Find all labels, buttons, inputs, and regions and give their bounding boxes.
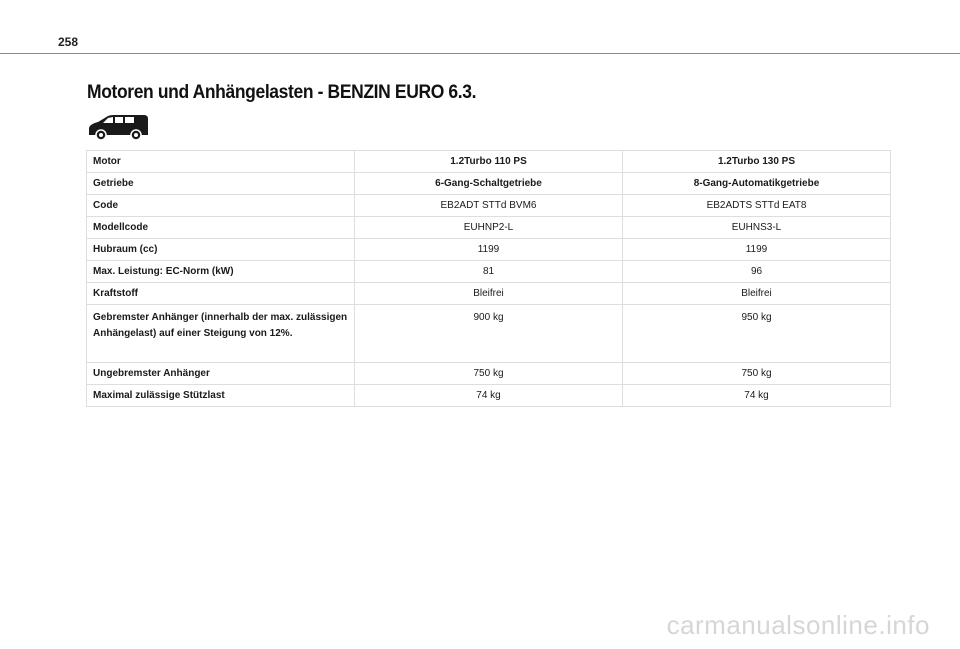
table-row bbox=[87, 283, 891, 305]
row-label: Kraftstoff bbox=[87, 283, 355, 305]
cell-value: EB2ADTS STTd EAT8 bbox=[623, 195, 891, 217]
row-label: Max. Leistung: EC-Norm (kW) bbox=[87, 261, 355, 283]
table-row bbox=[87, 217, 891, 239]
table-row bbox=[87, 239, 891, 261]
row-label: Getriebe bbox=[87, 173, 355, 195]
cell-value: 950 kg bbox=[623, 305, 891, 363]
cell-value: 1.2Turbo 130 PS bbox=[623, 151, 891, 173]
row-label: Maximal zulässige Stützlast bbox=[87, 385, 355, 407]
cell-value: Bleifrei bbox=[355, 283, 623, 305]
page-number: 258 bbox=[58, 35, 79, 49]
table-row bbox=[87, 151, 891, 173]
cell-value: 74 kg bbox=[355, 385, 623, 407]
table-row bbox=[87, 385, 891, 407]
row-label: Code bbox=[87, 195, 355, 217]
table-row bbox=[87, 363, 891, 385]
cell-value: EB2ADT STTd BVM6 bbox=[355, 195, 623, 217]
row-label: Motor bbox=[87, 151, 355, 173]
row-label: Modellcode bbox=[87, 217, 355, 239]
van-icon bbox=[86, 113, 150, 141]
cell-value: 900 kg bbox=[355, 305, 623, 363]
cell-value: Bleifrei bbox=[623, 283, 891, 305]
cell-value: 1199 bbox=[355, 239, 623, 261]
cell-value: EUHNP2-L bbox=[355, 217, 623, 239]
cell-value: 1199 bbox=[623, 239, 891, 261]
cell-value: 1.2Turbo 110 PS bbox=[355, 151, 623, 173]
cell-value: EUHNS3-L bbox=[623, 217, 891, 239]
table-row bbox=[87, 305, 891, 363]
cell-value: 81 bbox=[355, 261, 623, 283]
cell-value: 96 bbox=[623, 261, 891, 283]
table-row bbox=[87, 261, 891, 283]
row-label: Ungebremster Anhänger bbox=[87, 363, 355, 385]
page-title: Motoren und Anhängelasten - BENZIN EURO 6.3. bbox=[87, 82, 477, 103]
cell-value: 74 kg bbox=[623, 385, 891, 407]
header-divider bbox=[0, 53, 960, 54]
table-row bbox=[87, 195, 891, 217]
row-label: Hubraum (cc) bbox=[87, 239, 355, 261]
row-label: Gebremster Anhänger (innerhalb der max. zulässigen Anhängelast) auf einer Steigung von 12%. bbox=[87, 305, 355, 363]
table-row bbox=[87, 173, 891, 195]
watermark: carmanualsonline.info bbox=[666, 610, 930, 640]
cell-value: 750 kg bbox=[623, 363, 891, 385]
cell-value: 8-Gang-Automatikgetriebe bbox=[623, 173, 891, 195]
engine-specs-table bbox=[86, 150, 891, 407]
cell-value: 750 kg bbox=[355, 363, 623, 385]
cell-value: 6-Gang-Schaltgetriebe bbox=[355, 173, 623, 195]
